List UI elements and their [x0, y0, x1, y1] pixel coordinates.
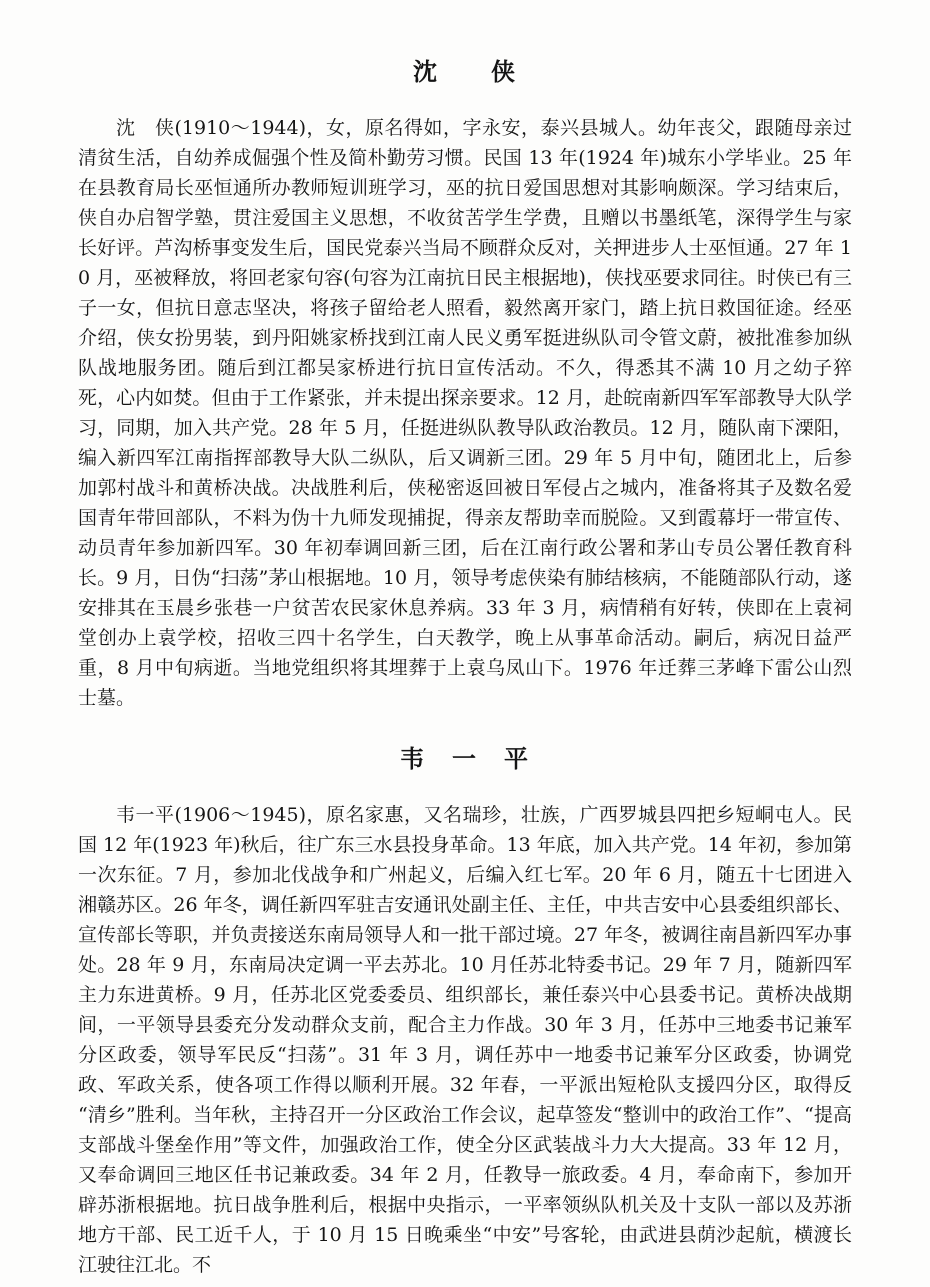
- entry-body-shen-xia: 沈 侠(1910～1944)，女，原名得如，字永安，泰兴县城人。幼年丧父，跟随母亲过清贫生活，自幼养成倔强个性及简朴勤劳习惯。民国 13 年(1924 年)城东小学毕业。25 年在县教育局长巫恒通所办教师短训班学习，巫的抗日爱国思想对其影响颇深。学习结束后，侠自办启智学塾，贯注爱国主义思想，不收贫苦学生学费，且赠以书墨纸笔，深得学生与家长好评。芦沟桥事变发生后，国民党泰兴当局不顾群众反对，关押进步人士巫恒通。27 年 10 月，巫被释放，将回老家句容(句容为江南抗日民主根据地)，侠找巫要求同往。时侠已有三子一女，但抗日意志坚决，将孩子留给老人照看，毅然离开家门，踏上抗日救国征途。经巫介绍，侠女扮男装，到丹阳姚家桥找到江南人民义勇军挺进纵队司令管文蔚，被批准参加纵队战地服务团。随后到江都吴家桥进行抗日宣传活动。不久，得悉其不满 10 月之幼子猝死，心内如焚。但由于工作紧张，并未提出探亲要求。12 月，赴皖南新四军军部教导大队学习，同期，加入共产党。28 年 5 月，任挺进纵队教导队政治教员。12 月，随队南下溧阳，编入新四军江南指挥部教导大队二纵队，后又调新三团。29 年 5 月中旬，随团北上，后参加郭村战斗和黄桥决战。决战胜利后，侠秘密返回被日军侵占之城内，准备将其子及数名爱国青年带回部队，不料为伪十九师发现捕捉，得亲友帮助幸而脱险。又到霞幕圩一带宣传、动员青年参加新四军。30 年初奉调回新三团，后在江南行政公署和茅山专员公署任教育科长。9 月，日伪“扫荡”茅山根据地。10 月，领导考虑侠染有肺结核病，不能随部队行动，遂安排其在玉晨乡张巷一户贫苦农民家休息养病。33 年 3 月，病情稍有好转，侠即在上袁祠堂创办上袁学校，招收三四十名学生，白天教学，晚上从事革命活动。嗣后，病况日益严重，8 月中旬病逝。当地党组织将其埋葬于上袁乌凤山下。1976 年迁葬三茅峰下雷公山烈士墓。: [78, 116, 852, 709]
- entry-shen-xia: [78, 58, 852, 713]
- entry-wei-yiping: [78, 745, 852, 1280]
- entry-title-wei-yiping: 韦 一 平: [400, 743, 530, 773]
- entry-body-wei-yiping: 韦一平(1906～1945)，原名家惠，又名瑞珍，壮族，广西罗城县四把乡短峒屯人。民国 12 年(1923 年)秋后，往广东三水县投身革命。13 年底，加入共产党。14 年初，参加第一次东征。7 月，参加北伐战争和广州起义，后编入红七军。20 年 6 月，随五十七团进入湘赣苏区。26 年冬，调任新四军驻吉安通讯处副主任、主任，中共吉安中心县委组织部长、宣传部长等职，并负责接送东南局领导人和一批干部过境。27 年冬，被调往南昌新四军办事处。28 年 9 月，东南局决定调一平去苏北。10 月任苏北特委书记。29 年 7 月，随新四军主力东进黄桥。9 月，任苏北区党委委员、组织部长，兼任泰兴中心县委书记。黄桥决战期间，一平领导县委充分发动群众支前，配合主力作战。30 年 3 月，任苏中三地委书记兼军分区政委，领导军民反“扫荡”。31 年 3 月，调任苏中一地委书记兼军分区政委，协调党政、军政关系，使各项工作得以顺利开展。32 年春，一平派出短枪队支援四分区，取得反“清乡”胜利。当年秋，主持召开一分区政治工作会议，起草签发“整训中的政治工作”、“提高支部战斗堡垒作用”等文件，加强政治工作，使全分区武装战斗力大大提高。33 年 12 月，又奉命调回三地区任书记兼政委。34 年 2 月，任教导一旅政委。4 月，奉命南下，参加开辟苏浙根据地。抗日战争胜利后，根据中央指示，一平率领纵队机关及十支队一部以及苏浙地方干部、民工近千人，于 10 月 15 日晚乘坐“中安”号客轮，由武进县荫沙起航，横渡长江驶往江北。不: [78, 803, 852, 1276]
- entry-title-shen-xia: 沈 侠: [413, 57, 517, 86]
